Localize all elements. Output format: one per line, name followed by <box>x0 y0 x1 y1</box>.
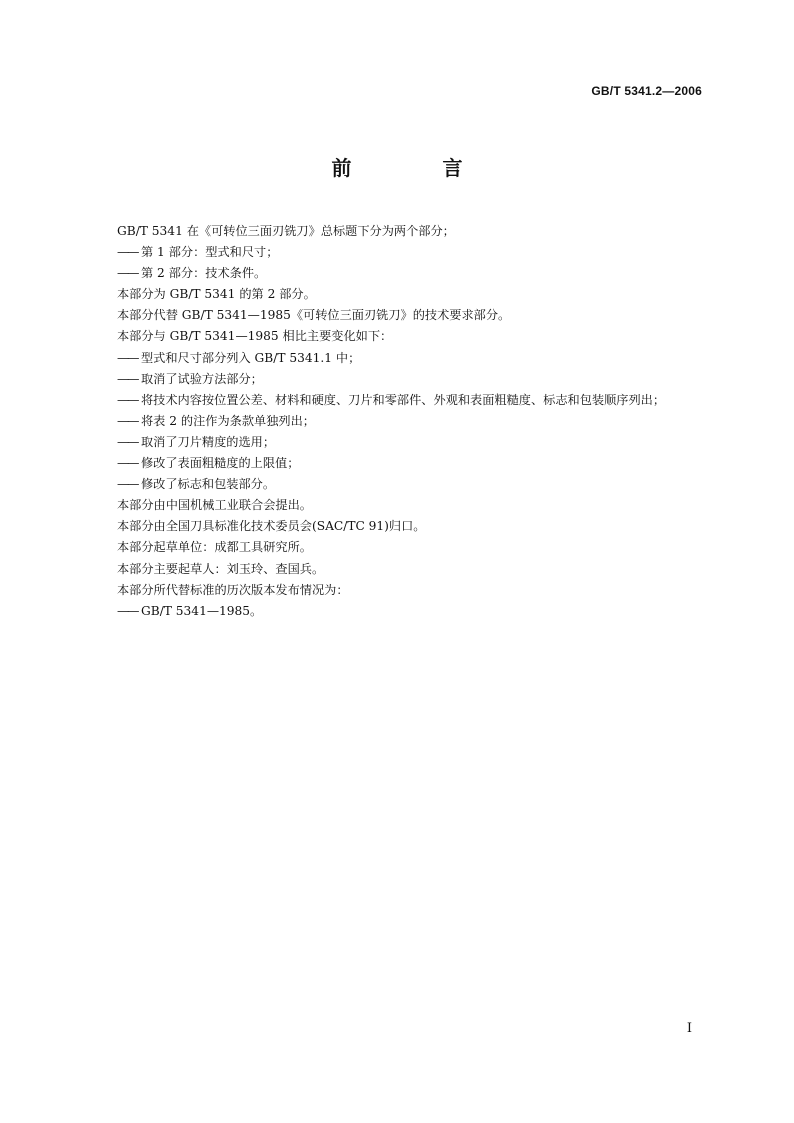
list-item <box>117 453 707 474</box>
list-item <box>117 411 707 432</box>
dash-marker: —— <box>117 245 138 260</box>
list-item-text: 第 2 部分：技术条件。 <box>141 266 267 281</box>
dash-marker: —— <box>117 371 138 386</box>
paragraph-line: GB/T 5341 在《可转位三面刃铣刀》总标题下分为两个部分； <box>117 224 455 238</box>
paragraph-line: 本部分由全国刀具标准化技术委员会(SAC/TC 91)归口。 <box>117 519 426 534</box>
dash-marker: —— <box>117 434 138 449</box>
preface-body <box>117 221 707 622</box>
list-item-text: 将技术内容按位置公差、材料和硬度、刀片和零部件、外观和表面粗糙度、标志和包装顺序列出； <box>141 392 666 407</box>
list-item-text: 将表 2 的注作为条款单独列出； <box>141 413 315 428</box>
dash-marker: —— <box>117 413 138 428</box>
dash-marker: —— <box>117 477 138 492</box>
paragraph-line: 本部分为 GB/T 5341 的第 2 部分。 <box>117 287 316 302</box>
page-title: 前 言 <box>331 156 505 180</box>
list-item <box>117 474 707 495</box>
paragraph-line: 本部分起草单位：成都工具研究所。 <box>117 540 312 555</box>
list-item <box>117 369 707 390</box>
list-item <box>117 263 707 284</box>
list-item-text: GB/T 5341—1985。 <box>141 603 263 618</box>
list-item-text: 取消了刀片精度的选用； <box>141 434 276 449</box>
paragraph-line: 本部分与 GB/T 5341—1985 相比主要变化如下： <box>117 329 393 344</box>
paragraph-line: 本部分所代替标准的历次版本发布情况为： <box>117 582 349 597</box>
list-item <box>117 601 707 622</box>
list-item-text: 修改了表面粗糙度的上限值； <box>141 456 300 471</box>
list-item <box>117 242 707 263</box>
dash-marker: —— <box>117 266 138 281</box>
dash-marker: —— <box>117 350 138 365</box>
paragraph-line: 本部分代替 GB/T 5341—1985《可转位三面刃铣刀》的技术要求部分。 <box>117 308 511 323</box>
dash-marker: —— <box>117 456 138 471</box>
list-item <box>117 390 707 411</box>
paragraph-line: 本部分主要起草人：刘玉玲、查国兵。 <box>117 561 325 576</box>
dash-marker: —— <box>117 392 138 407</box>
list-item-text: 修改了标志和包装部分。 <box>141 477 276 492</box>
list-item-text: 第 1 部分：型式和尺寸； <box>141 245 279 260</box>
dash-marker: —— <box>117 603 138 618</box>
list-item <box>117 432 707 453</box>
list-item-text: 型式和尺寸部分列入 GB/T 5341.1 中； <box>141 350 361 365</box>
page-number: I <box>686 1021 692 1036</box>
list-item-text: 取消了试验方法部分； <box>141 371 263 386</box>
list-item <box>117 348 707 369</box>
paragraph-line: 本部分由中国机械工业联合会提出。 <box>117 498 312 513</box>
standard-number: GB/T 5341.2—2006 <box>591 84 702 98</box>
